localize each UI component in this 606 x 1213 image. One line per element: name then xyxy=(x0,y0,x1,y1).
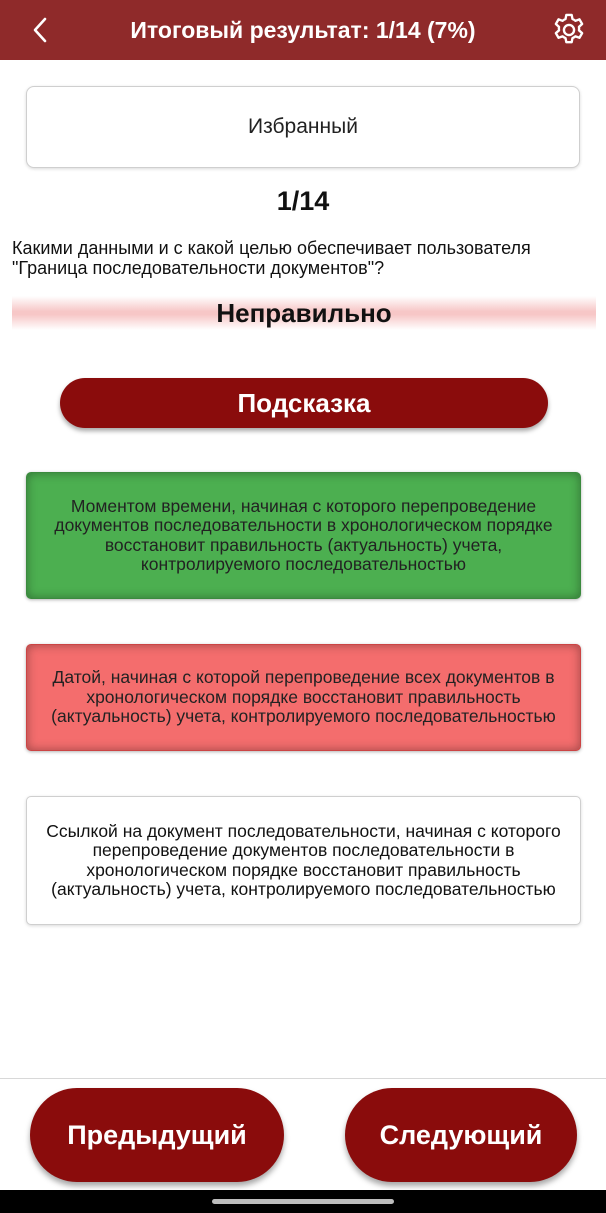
system-navigation-bar xyxy=(0,1190,606,1213)
gear-icon xyxy=(550,11,588,49)
chevron-left-icon xyxy=(29,15,51,45)
answer-option-text: Датой, начиная с которой перепроведение всех документов в хронологическом порядке восстановит правильность (актуальность) учета, контролируемого последовательностью xyxy=(51,667,556,727)
category-label-box xyxy=(26,86,580,168)
answer-option-text: Ссылкой на документ последовательности, начиная с которого перепроведение документов последовательности в хронологическом порядке восстановит правильность (актуальность) учета, контролируемого последовательностью xyxy=(46,820,561,899)
answer-option[interactable] xyxy=(26,796,581,925)
hint-button[interactable]: Подсказка xyxy=(60,378,548,428)
category-label: Избранный xyxy=(248,115,358,138)
next-button[interactable]: Следующий xyxy=(345,1088,577,1182)
top-app-bar xyxy=(0,0,606,60)
previous-button[interactable]: Предыдущий xyxy=(30,1088,284,1182)
result-banner xyxy=(12,296,596,330)
footer-divider xyxy=(0,1078,606,1079)
answer-option-text: Моментом времени, начиная с которого перепроведение документов последовательности в хронологическом порядке восстановит правильность (актуальность) учета, контролируемого последовательностью xyxy=(54,495,553,574)
question-counter: 1/14 xyxy=(276,186,330,216)
home-indicator[interactable] xyxy=(212,1199,394,1204)
question-text: Какими данными и с какой целью обеспечивает пользователя "Граница последовательности документов"? xyxy=(12,238,531,278)
answer-option-correct[interactable] xyxy=(26,472,581,599)
settings-button[interactable] xyxy=(548,9,590,51)
back-button[interactable] xyxy=(20,10,60,50)
answer-option-selected-wrong[interactable] xyxy=(26,644,581,751)
page-title: Итоговый результат: 1/14 (7%) xyxy=(130,16,476,43)
result-label: Неправильно xyxy=(216,297,392,328)
